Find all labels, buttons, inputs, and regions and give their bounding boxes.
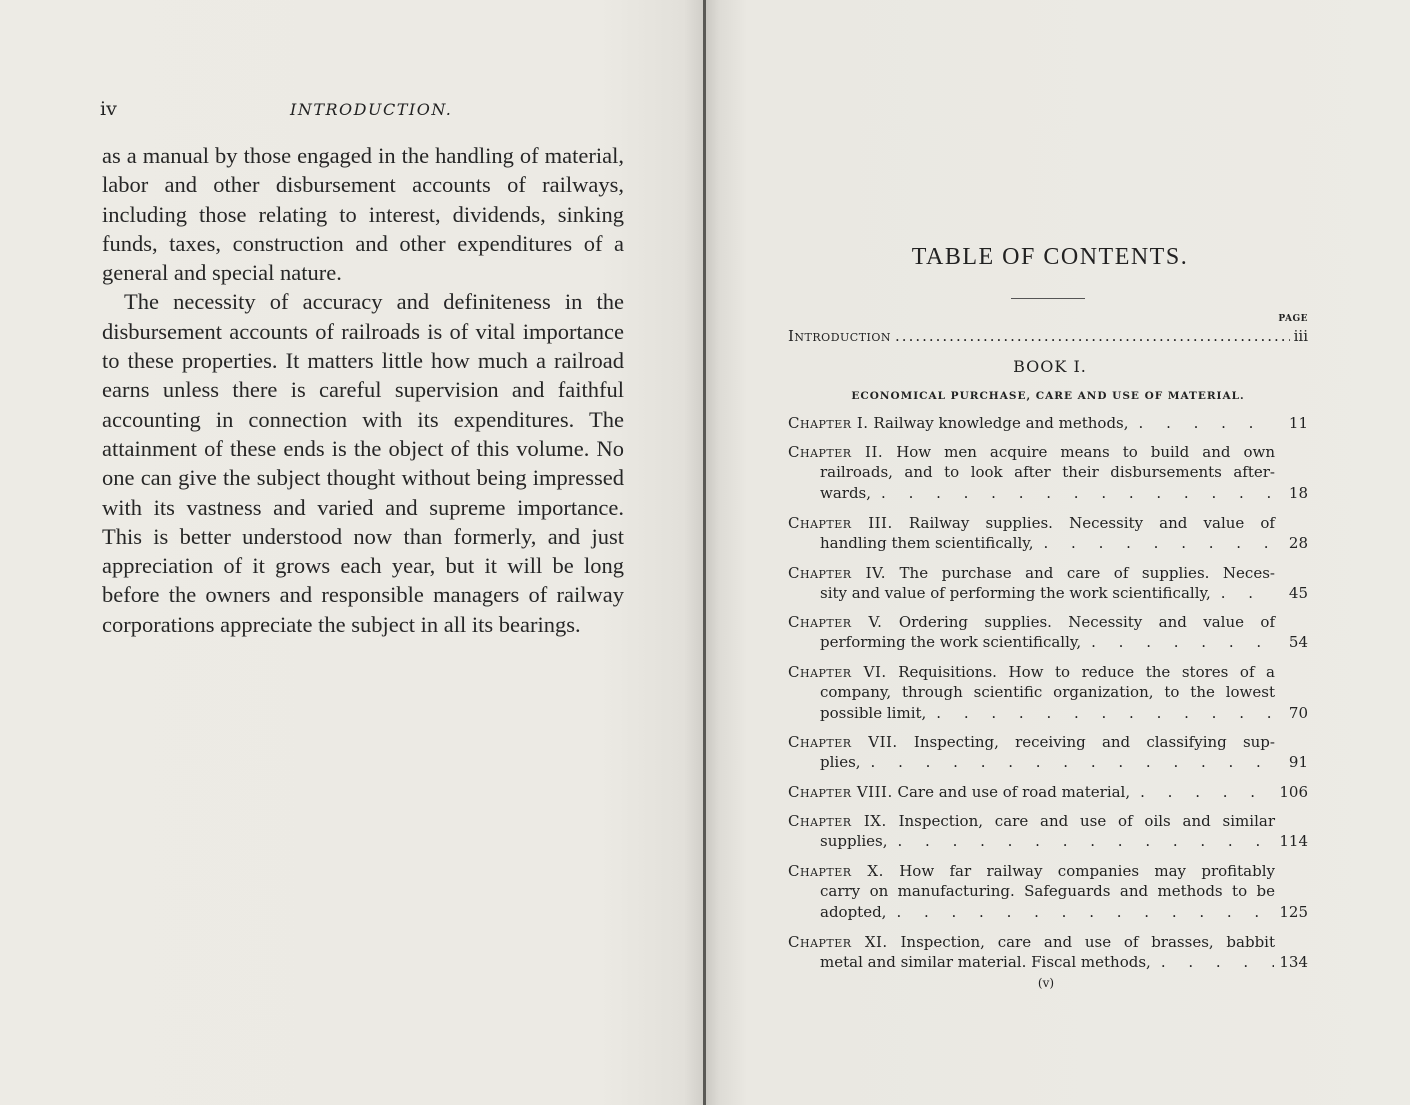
- chapter-continuation: railroads, and to look after their disbursements after-: [820, 463, 1275, 482]
- chapter-first-line: [788, 513, 1275, 533]
- chapter-title-end: performing the work scientifically,: [820, 633, 1082, 652]
- chapter-page: 134: [1279, 953, 1308, 972]
- chapter-title: Railway supplies. Necessity and value of: [908, 514, 1275, 532]
- chapter-title: The purchase and care of supplies. Neces-: [899, 564, 1275, 582]
- chapter-first-line: [788, 811, 1275, 831]
- chapter-label: Chapter VI.: [788, 663, 887, 681]
- chapter-first-line: [788, 563, 1275, 583]
- chapter-page: 18: [1288, 483, 1308, 502]
- chapter-last-line: [788, 533, 1308, 553]
- toc-chapter-entry: [788, 782, 1308, 802]
- chapter-label: Chapter IX.: [788, 812, 887, 830]
- toc-chapter-entry: [788, 442, 1308, 503]
- dot-leader: [895, 327, 1290, 345]
- book-heading: BOOK I.: [1013, 357, 1087, 376]
- chapter-page: 106: [1279, 783, 1308, 801]
- dot-leader: [1221, 583, 1274, 603]
- book-subtitle: ECONOMICAL PURCHASE, CARE AND USE OF MATERIAL.: [851, 390, 1245, 402]
- chapter-title-end: possible limit,: [820, 703, 927, 722]
- running-head: [100, 98, 630, 126]
- chapter-label: Chapter IV.: [788, 564, 886, 582]
- dot-leader: [1161, 952, 1274, 972]
- toc-chapter-entry: [788, 861, 1308, 922]
- chapter-label: Chapter III.: [788, 514, 893, 532]
- toc-chapter-entry: [788, 513, 1308, 554]
- dot-leader: [898, 831, 1275, 851]
- chapter-page: 54: [1288, 633, 1308, 652]
- chapter-page: 45: [1288, 584, 1308, 603]
- chapter-first-line: [788, 662, 1275, 682]
- paragraph-1: as a manual by those engaged in the handling of material, labor and other disbursement accounts of railways, including those relating to interest, dividends, sinking funds, taxes, construction and other expenditures of a general and special nature.: [102, 143, 624, 286]
- chapter-page: 125: [1279, 902, 1308, 921]
- chapter-continuation: company, through scientific organization, to the lowest: [820, 683, 1275, 702]
- chapter-label: Chapter XI.: [788, 933, 888, 951]
- chapter-title: Inspection, care and use of oils and similar: [898, 812, 1275, 830]
- running-title: INTRODUCTION.: [290, 100, 453, 119]
- dot-leader: [1139, 413, 1274, 433]
- chapter-last-line: [788, 583, 1308, 603]
- chapter-title-end: sity and value of performing the work scientifically,: [820, 584, 1211, 603]
- chapter-title: Care and use of road material,: [897, 783, 1131, 801]
- chapter-page: 114: [1279, 832, 1308, 851]
- toc-chapter-entry: [788, 811, 1308, 852]
- chapter-last-line: [788, 752, 1308, 772]
- toc-chapter-entry: [788, 662, 1308, 723]
- chapter-line: [788, 782, 1308, 802]
- toc-chapter-entry: [788, 413, 1308, 433]
- chapter-page: 91: [1288, 753, 1308, 772]
- dot-leader: [1091, 632, 1274, 652]
- toc-chapter-entry: [788, 563, 1308, 604]
- toc-chapter-entry: [788, 732, 1308, 773]
- toc-entry-label: Introduction: [788, 327, 892, 345]
- chapter-label: Chapter X.: [788, 862, 884, 880]
- dot-leader: [1140, 782, 1274, 802]
- chapter-page: 11: [1288, 414, 1308, 432]
- toc-entry-introduction: [788, 327, 1308, 345]
- paragraph-2: The necessity of accuracy and definiteness in the disbursement accounts of railroads is of vital importance to these properties. It matters little how much a railroad earns unless there is careful supervision and faithful accounting in connection with its expenditures. The attainment of these ends is the object of this volume. No one can give the subject thought without being impressed with its vastness and varied and supreme importance. This is better understood now than formerly, and just appreciation of it grows each year, but it will be long before the owners and responsible managers of railway corporations appreciate the subject in all its bearings.: [102, 289, 624, 637]
- chapter-text: [788, 782, 1130, 802]
- chapter-first-line: [788, 732, 1275, 752]
- chapter-first-line: [788, 861, 1275, 881]
- chapter-title-end: wards,: [820, 483, 872, 502]
- chapter-title-end: handling them scientifically,: [820, 534, 1034, 553]
- chapter-last-line: [788, 483, 1308, 503]
- chapter-title-end: plies,: [820, 753, 861, 772]
- chapter-title-end: metal and similar material. Fiscal methods,: [820, 953, 1151, 972]
- chapter-title-end: adopted,: [820, 902, 887, 921]
- chapter-last-line: [788, 902, 1308, 922]
- chapter-title: Requisitions. How to reduce the stores of a: [898, 663, 1275, 681]
- right-folio: (v): [1037, 976, 1055, 990]
- introduction-body: [102, 141, 624, 639]
- chapter-first-line: [788, 442, 1275, 462]
- chapter-page: 70: [1288, 703, 1308, 722]
- dot-leader: [896, 902, 1274, 922]
- chapter-title: Railway knowledge and methods,: [873, 414, 1129, 432]
- chapter-label: Chapter VIII.: [788, 783, 893, 801]
- chapter-text: [788, 413, 1129, 433]
- toc-chapter-entry: [788, 612, 1308, 653]
- chapter-title: Inspecting, receiving and classifying sup-: [913, 733, 1275, 751]
- chapter-last-line: [788, 632, 1308, 652]
- dot-leader: [871, 752, 1274, 772]
- chapter-label: Chapter V.: [788, 613, 883, 631]
- chapter-label: Chapter I.: [788, 414, 869, 432]
- left-folio: iv: [100, 98, 117, 120]
- chapter-last-line: [788, 831, 1308, 851]
- book-gutter: [703, 0, 706, 1105]
- dot-leader: [936, 703, 1274, 723]
- chapter-first-line: [788, 612, 1275, 632]
- title-rule: [1011, 298, 1085, 299]
- dot-leader: [881, 483, 1274, 503]
- chapter-title: Ordering supplies. Necessity and value of: [898, 613, 1275, 631]
- chapter-title: Inspection, care and use of brasses, babbit: [900, 933, 1275, 951]
- chapter-continuation: carry on manufacturing. Safeguards and methods to be: [820, 882, 1275, 901]
- chapter-title: How far railway companies may profitably: [899, 862, 1275, 880]
- toc-entry-page: iii: [1293, 327, 1308, 345]
- chapter-label: Chapter VII.: [788, 733, 898, 751]
- chapter-label: Chapter II.: [788, 443, 884, 461]
- dot-leader: [1044, 533, 1274, 553]
- chapter-title: How men acquire means to build and own: [896, 443, 1275, 461]
- toc-chapter-entry: [788, 932, 1308, 973]
- chapter-first-line: [788, 932, 1275, 952]
- toc-title: TABLE OF CONTENTS.: [911, 244, 1189, 270]
- page-column-label: PAGE: [1278, 314, 1308, 324]
- chapter-last-line: [788, 952, 1308, 972]
- chapter-title-end: supplies,: [820, 832, 888, 851]
- chapter-line: [788, 413, 1308, 433]
- chapter-page: 28: [1288, 534, 1308, 553]
- chapter-last-line: [788, 703, 1308, 723]
